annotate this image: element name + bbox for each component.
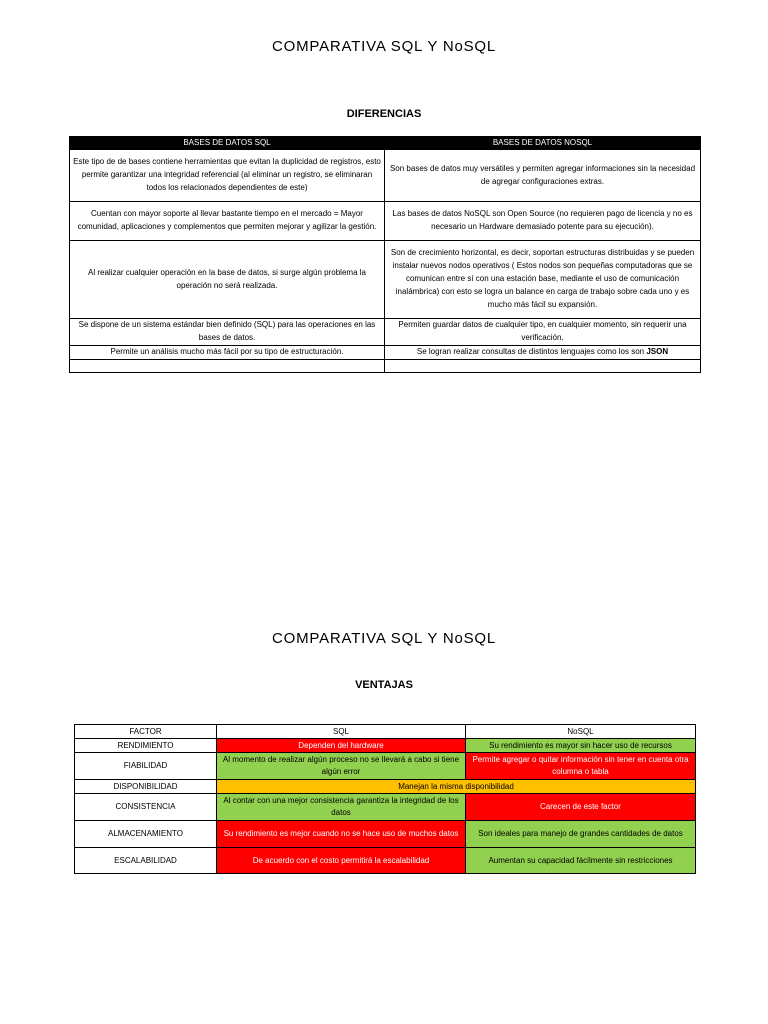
table-row (70, 202, 701, 241)
table-row (75, 794, 696, 821)
table-row (70, 319, 701, 346)
section-heading-diferencias: DIFERENCIAS (346, 108, 422, 120)
nosql-cell: Permite agregar o quitar información sin tener en cuenta otra columna o tabla (466, 753, 696, 780)
section-heading-ventajas: VENTAJAS (355, 679, 413, 691)
factor-cell: FIABILIDAD (75, 753, 217, 780)
sql-cell: Al momento de realizar algún proceso no se llevará a cabo si tiene algún error (217, 753, 466, 780)
empty-row (70, 359, 701, 372)
page-title-ventajas: COMPARATIVA SQL Y NoSQL (271, 630, 497, 647)
table-row (75, 821, 696, 848)
sql-cell: Cuentan con mayor soporte al llevar bastante tiempo en el mercado = Mayor comunidad, aplicaciones y complementos que permiten mejorar y agilizar la gestión. (70, 202, 385, 241)
factor-cell: CONSISTENCIA (75, 794, 217, 821)
table-row (75, 753, 696, 780)
factor-cell: RENDIMIENTO (75, 739, 217, 753)
header-nosql: NoSQL (466, 725, 696, 739)
table-row (70, 345, 701, 359)
table-row (70, 150, 701, 202)
sql-cell: Este tipo de de bases contiene herramientas que evitan la duplicidad de registros, esto permite garantizar una integridad referencial (al eliminar un registro, se eliminaran todos los relacionados dependientes de este) (70, 150, 385, 202)
differences-table (69, 136, 701, 373)
sql-cell: Su rendimiento es mejor cuando no se hace uso de muchos datos (217, 821, 466, 848)
nosql-cell: Son de crecimiento horizontal, es decir, soportan estructuras distribuidas y se pueden instalar nuevos nodos operativos ( Estos nodos son pequeñas computadoras que se comunican entre sí con una estación base, mediante el uso de comunicación inalámbrica) con esto se logra un balance en carga de trabajo sobre cada uno y es mucho más fácil su expansión. (385, 241, 701, 319)
nosql-cell: Su rendimiento es mayor sin hacer uso de recursos (466, 739, 696, 753)
sql-cell: Al contar con una mejor consistencia garantiza la integridad de los datos (217, 794, 466, 821)
nosql-cell: Son bases de datos muy versátiles y permiten agregar informaciones sin la necesidad de agregar configuraciones extras. (385, 150, 701, 202)
table-row (70, 241, 701, 319)
header-factor: FACTOR (75, 725, 217, 739)
page-title-diferencias: COMPARATIVA SQL Y NoSQL (271, 38, 497, 55)
table-row (75, 848, 696, 874)
table-header-row (75, 725, 696, 739)
nosql-cell: Las bases de datos NoSQL son Open Source (no requieren pago de licencia y no es necesario un Hardware demasiado potente para su ejecución). (385, 202, 701, 241)
header-sql: SQL (217, 725, 466, 739)
factor-cell: DISPONIBILIDAD (75, 780, 217, 794)
sql-cell: Permite un análisis mucho más fácil por su tipo de estructuración. (70, 345, 385, 359)
table-row (75, 739, 696, 753)
factor-cell: ALMACENAMIENTO (75, 821, 217, 848)
empty-cell (385, 359, 701, 372)
header-nosql: BASES DE DATOS NOSQL (385, 137, 701, 150)
nosql-cell-text: Se logran realizar consultas de distintos lenguajes como los son (416, 346, 645, 356)
advantages-table (74, 724, 696, 874)
sql-cell: Dependen del hardware (217, 739, 466, 753)
nosql-cell: Carecen de este factor (466, 794, 696, 821)
factor-cell: ESCALABILIDAD (75, 848, 217, 874)
nosql-cell (385, 345, 701, 359)
empty-cell (70, 359, 385, 372)
header-sql: BASES DE DATOS SQL (70, 137, 385, 150)
sql-cell: Se dispone de un sistema estándar bien definido (SQL) para las operaciones en las bases de datos. (70, 319, 385, 346)
sql-cell: Al realizar cualquier operación en la base de datos, si surge algún problema la operación no será realizada. (70, 241, 385, 319)
nosql-cell: Aumentan su capacidad fácilmente sin restricciones (466, 848, 696, 874)
json-keyword: JSON (646, 346, 669, 356)
nosql-cell: Son ideales para manejo de grandes cantidades de datos (466, 821, 696, 848)
sql-cell: De acuerdo con el costo permitirá la escalabilidad (217, 848, 466, 874)
nosql-cell: Permiten guardar datos de cualquier tipo, en cualquier momento, sin requerir una verificación. (385, 319, 701, 346)
table-row (75, 780, 696, 794)
shared-cell: Manejan la misma disponibilidad (217, 780, 696, 794)
